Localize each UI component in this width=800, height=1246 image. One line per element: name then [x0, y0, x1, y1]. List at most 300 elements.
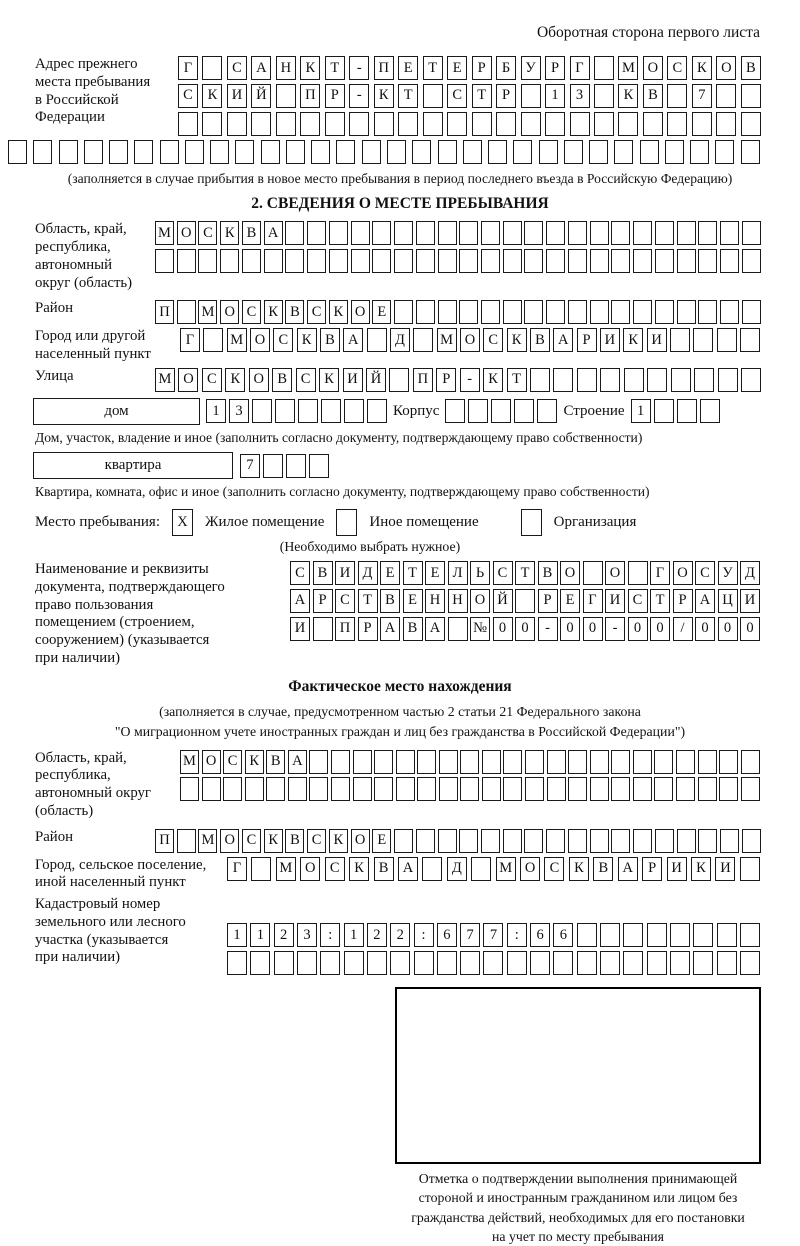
- char-cell[interactable]: [482, 750, 501, 774]
- char-cell[interactable]: М: [155, 221, 174, 245]
- char-cell[interactable]: 0: [583, 617, 603, 641]
- char-cell[interactable]: Н: [448, 589, 468, 613]
- char-cell[interactable]: [611, 829, 630, 853]
- char-cell[interactable]: [394, 829, 413, 853]
- char-cell[interactable]: [481, 221, 500, 245]
- char-cell[interactable]: [611, 750, 630, 774]
- char-cell[interactable]: [274, 951, 294, 975]
- char-cell[interactable]: [692, 112, 712, 136]
- char-cell[interactable]: [514, 399, 534, 423]
- char-cell[interactable]: [387, 140, 406, 164]
- char-cell[interactable]: Р: [642, 857, 662, 881]
- char-cell[interactable]: О: [351, 300, 370, 324]
- char-cell[interactable]: Д: [740, 561, 760, 585]
- char-cell[interactable]: [741, 750, 760, 774]
- char-cell[interactable]: /: [673, 617, 693, 641]
- char-cell[interactable]: О: [520, 857, 540, 881]
- char-cell[interactable]: И: [343, 368, 363, 392]
- char-cell[interactable]: [320, 951, 340, 975]
- char-cell[interactable]: [720, 249, 739, 273]
- char-cell[interactable]: [227, 951, 247, 975]
- char-cell[interactable]: [677, 399, 697, 423]
- char-cell[interactable]: Е: [372, 300, 391, 324]
- char-cell[interactable]: [202, 56, 222, 80]
- char-cell[interactable]: К: [569, 857, 589, 881]
- char-cell[interactable]: [351, 221, 370, 245]
- char-cell[interactable]: [416, 249, 435, 273]
- char-cell[interactable]: 6: [437, 923, 457, 947]
- char-cell[interactable]: [590, 829, 609, 853]
- char-cell[interactable]: В: [272, 368, 292, 392]
- char-cell[interactable]: [719, 777, 738, 801]
- char-cell[interactable]: [570, 112, 590, 136]
- char-cell[interactable]: Т: [403, 561, 423, 585]
- char-cell[interactable]: -: [349, 56, 369, 80]
- char-cell[interactable]: В: [320, 328, 340, 352]
- char-cell[interactable]: [367, 328, 387, 352]
- char-cell[interactable]: К: [329, 300, 348, 324]
- char-cell[interactable]: В: [313, 561, 333, 585]
- char-cell[interactable]: М: [155, 368, 175, 392]
- char-cell[interactable]: И: [227, 84, 247, 108]
- char-cell[interactable]: [590, 249, 609, 273]
- char-cell[interactable]: О: [716, 56, 736, 80]
- char-cell[interactable]: [539, 140, 558, 164]
- char-cell[interactable]: 3: [229, 399, 249, 423]
- char-cell[interactable]: [503, 300, 522, 324]
- char-cell[interactable]: О: [250, 328, 270, 352]
- char-cell[interactable]: И: [667, 857, 687, 881]
- char-cell[interactable]: [647, 951, 667, 975]
- char-cell[interactable]: К: [297, 328, 317, 352]
- char-cell[interactable]: О: [178, 368, 198, 392]
- char-cell[interactable]: С: [544, 857, 564, 881]
- char-cell[interactable]: Р: [496, 84, 516, 108]
- char-cell[interactable]: [513, 140, 532, 164]
- char-cell[interactable]: [590, 300, 609, 324]
- char-cell[interactable]: [251, 112, 271, 136]
- char-cell[interactable]: [741, 777, 760, 801]
- char-cell[interactable]: [677, 829, 696, 853]
- char-cell[interactable]: [438, 249, 457, 273]
- char-cell[interactable]: [623, 951, 643, 975]
- char-cell[interactable]: [654, 777, 673, 801]
- char-cell[interactable]: О: [177, 221, 196, 245]
- char-cell[interactable]: Е: [447, 56, 467, 80]
- char-cell[interactable]: [537, 399, 557, 423]
- char-cell[interactable]: [398, 112, 418, 136]
- char-cell[interactable]: [210, 140, 229, 164]
- char-cell[interactable]: [600, 951, 620, 975]
- char-cell[interactable]: [590, 750, 609, 774]
- char-cell[interactable]: С: [493, 561, 513, 585]
- char-cell[interactable]: [698, 777, 717, 801]
- char-cell[interactable]: [740, 923, 760, 947]
- char-cell[interactable]: Б: [496, 56, 516, 80]
- char-cell[interactable]: К: [623, 328, 643, 352]
- char-cell[interactable]: [185, 140, 204, 164]
- char-cell[interactable]: [568, 221, 587, 245]
- char-cell[interactable]: К: [349, 857, 369, 881]
- char-cell[interactable]: [720, 300, 739, 324]
- char-cell[interactable]: Й: [366, 368, 386, 392]
- char-cell[interactable]: [741, 368, 761, 392]
- char-cell[interactable]: [611, 249, 630, 273]
- char-cell[interactable]: Е: [560, 589, 580, 613]
- char-cell[interactable]: С: [695, 561, 715, 585]
- char-cell[interactable]: [285, 249, 304, 273]
- char-cell[interactable]: [633, 750, 652, 774]
- char-cell[interactable]: [568, 829, 587, 853]
- char-cell[interactable]: [741, 84, 761, 108]
- char-cell[interactable]: А: [264, 221, 283, 245]
- char-cell[interactable]: [655, 249, 674, 273]
- char-cell[interactable]: [546, 300, 565, 324]
- char-cell[interactable]: В: [242, 221, 261, 245]
- char-cell[interactable]: [313, 617, 333, 641]
- char-cell[interactable]: О: [300, 857, 320, 881]
- char-cell[interactable]: М: [198, 300, 217, 324]
- char-cell[interactable]: [698, 300, 717, 324]
- char-cell[interactable]: Д: [447, 857, 467, 881]
- char-cell[interactable]: [155, 249, 174, 273]
- char-cell[interactable]: [459, 300, 478, 324]
- char-cell[interactable]: [553, 951, 573, 975]
- char-cell[interactable]: С: [178, 84, 198, 108]
- char-cell[interactable]: [545, 112, 565, 136]
- char-cell[interactable]: И: [715, 857, 735, 881]
- char-cell[interactable]: [742, 300, 761, 324]
- char-cell[interactable]: [177, 249, 196, 273]
- char-cell[interactable]: [482, 777, 501, 801]
- char-cell[interactable]: [577, 368, 597, 392]
- char-cell[interactable]: Р: [538, 589, 558, 613]
- char-cell[interactable]: Д: [390, 328, 410, 352]
- char-cell[interactable]: 7: [692, 84, 712, 108]
- char-cell[interactable]: А: [251, 56, 271, 80]
- char-cell[interactable]: Р: [358, 617, 378, 641]
- char-cell[interactable]: [438, 300, 457, 324]
- char-cell[interactable]: [740, 857, 760, 881]
- char-cell[interactable]: [261, 140, 280, 164]
- char-cell[interactable]: [553, 368, 573, 392]
- char-cell[interactable]: [742, 249, 761, 273]
- char-cell[interactable]: О: [351, 829, 370, 853]
- char-cell[interactable]: А: [425, 617, 445, 641]
- char-cell[interactable]: Н: [425, 589, 445, 613]
- char-cell[interactable]: [491, 399, 511, 423]
- char-cell[interactable]: Л: [448, 561, 468, 585]
- char-cell[interactable]: [331, 777, 350, 801]
- char-cell[interactable]: [667, 112, 687, 136]
- char-cell[interactable]: О: [249, 368, 269, 392]
- char-cell[interactable]: [717, 328, 737, 352]
- char-cell[interactable]: 7: [240, 454, 260, 478]
- char-cell[interactable]: О: [605, 561, 625, 585]
- char-cell[interactable]: В: [643, 84, 663, 108]
- char-cell[interactable]: Т: [423, 56, 443, 80]
- char-cell[interactable]: -: [460, 368, 480, 392]
- char-cell[interactable]: [288, 777, 307, 801]
- char-cell[interactable]: 0: [515, 617, 535, 641]
- char-cell[interactable]: П: [374, 56, 394, 80]
- char-cell[interactable]: К: [618, 84, 638, 108]
- char-cell[interactable]: [742, 221, 761, 245]
- char-cell[interactable]: [716, 84, 736, 108]
- char-cell[interactable]: 1: [227, 923, 247, 947]
- char-cell[interactable]: [468, 399, 488, 423]
- char-cell[interactable]: Й: [251, 84, 271, 108]
- char-cell[interactable]: М: [496, 857, 516, 881]
- char-cell[interactable]: [439, 750, 458, 774]
- char-cell[interactable]: П: [413, 368, 433, 392]
- char-cell[interactable]: С: [307, 829, 326, 853]
- char-cell[interactable]: [459, 221, 478, 245]
- char-cell[interactable]: [372, 221, 391, 245]
- char-cell[interactable]: С: [290, 561, 310, 585]
- char-cell[interactable]: Г: [227, 857, 247, 881]
- char-cell[interactable]: [677, 300, 696, 324]
- char-cell[interactable]: П: [155, 300, 174, 324]
- char-cell[interactable]: [242, 249, 261, 273]
- char-cell[interactable]: С: [242, 829, 261, 853]
- char-cell[interactable]: [577, 951, 597, 975]
- char-cell[interactable]: [521, 84, 541, 108]
- char-cell[interactable]: [447, 112, 467, 136]
- char-cell[interactable]: [394, 249, 413, 273]
- char-cell[interactable]: М: [437, 328, 457, 352]
- char-cell[interactable]: [623, 923, 643, 947]
- char-cell[interactable]: 0: [493, 617, 513, 641]
- char-cell[interactable]: [422, 857, 442, 881]
- char-cell[interactable]: [298, 399, 318, 423]
- char-cell[interactable]: [718, 368, 738, 392]
- char-cell[interactable]: [720, 221, 739, 245]
- char-cell[interactable]: В: [741, 56, 761, 80]
- char-cell[interactable]: [670, 328, 690, 352]
- char-cell[interactable]: Т: [358, 589, 378, 613]
- char-cell[interactable]: С: [335, 589, 355, 613]
- char-cell[interactable]: Г: [650, 561, 670, 585]
- char-cell[interactable]: [416, 300, 435, 324]
- char-cell[interactable]: [568, 750, 587, 774]
- char-cell[interactable]: [329, 249, 348, 273]
- char-cell[interactable]: [698, 221, 717, 245]
- char-cell[interactable]: [331, 750, 350, 774]
- char-cell[interactable]: -: [605, 617, 625, 641]
- char-cell[interactable]: [309, 454, 329, 478]
- char-cell[interactable]: [416, 829, 435, 853]
- char-cell[interactable]: Т: [515, 561, 535, 585]
- char-cell[interactable]: [286, 140, 305, 164]
- char-cell[interactable]: Г: [180, 328, 200, 352]
- char-cell[interactable]: [396, 750, 415, 774]
- char-cell[interactable]: [741, 112, 761, 136]
- char-cell[interactable]: [396, 777, 415, 801]
- char-cell[interactable]: [742, 829, 761, 853]
- char-cell[interactable]: [503, 829, 522, 853]
- char-cell[interactable]: [594, 56, 614, 80]
- char-cell[interactable]: [362, 140, 381, 164]
- char-cell[interactable]: [716, 112, 736, 136]
- char-cell[interactable]: [628, 561, 648, 585]
- char-cell[interactable]: И: [605, 589, 625, 613]
- char-cell[interactable]: О: [220, 829, 239, 853]
- char-cell[interactable]: [670, 951, 690, 975]
- char-cell[interactable]: 7: [483, 923, 503, 947]
- char-cell[interactable]: О: [220, 300, 239, 324]
- char-cell[interactable]: [624, 368, 644, 392]
- char-cell[interactable]: [202, 112, 222, 136]
- char-cell[interactable]: Т: [398, 84, 418, 108]
- char-cell[interactable]: [611, 221, 630, 245]
- char-cell[interactable]: [488, 140, 507, 164]
- char-cell[interactable]: [177, 829, 196, 853]
- char-cell[interactable]: [614, 140, 633, 164]
- char-cell[interactable]: [448, 617, 468, 641]
- char-cell[interactable]: [546, 829, 565, 853]
- char-cell[interactable]: [160, 140, 179, 164]
- char-cell[interactable]: [676, 777, 695, 801]
- char-cell[interactable]: [344, 399, 364, 423]
- char-cell[interactable]: [700, 399, 720, 423]
- char-cell[interactable]: С: [223, 750, 242, 774]
- char-cell[interactable]: [437, 951, 457, 975]
- char-cell[interactable]: [633, 221, 652, 245]
- char-cell[interactable]: [445, 399, 465, 423]
- char-cell[interactable]: [389, 368, 409, 392]
- char-cell[interactable]: Й: [493, 589, 513, 613]
- char-cell[interactable]: [654, 399, 674, 423]
- char-cell[interactable]: А: [398, 857, 418, 881]
- char-cell[interactable]: [720, 829, 739, 853]
- char-cell[interactable]: Д: [358, 561, 378, 585]
- char-cell[interactable]: :: [507, 923, 527, 947]
- char-cell[interactable]: Е: [372, 829, 391, 853]
- char-cell[interactable]: К: [202, 84, 222, 108]
- char-cell[interactable]: М: [227, 328, 247, 352]
- char-cell[interactable]: [266, 777, 285, 801]
- char-cell[interactable]: Т: [472, 84, 492, 108]
- char-cell[interactable]: [353, 750, 372, 774]
- char-cell[interactable]: 2: [367, 923, 387, 947]
- char-cell[interactable]: В: [266, 750, 285, 774]
- char-cell[interactable]: 0: [695, 617, 715, 641]
- char-cell[interactable]: [655, 300, 674, 324]
- char-cell[interactable]: [84, 140, 103, 164]
- char-cell[interactable]: [568, 249, 587, 273]
- char-cell[interactable]: 1: [631, 399, 651, 423]
- char-cell[interactable]: В: [374, 857, 394, 881]
- char-cell[interactable]: [618, 112, 638, 136]
- char-cell[interactable]: С: [325, 857, 345, 881]
- char-cell[interactable]: [180, 777, 199, 801]
- char-cell[interactable]: [417, 750, 436, 774]
- char-cell[interactable]: Ц: [718, 589, 738, 613]
- char-cell[interactable]: [647, 368, 667, 392]
- char-cell[interactable]: И: [600, 328, 620, 352]
- char-cell[interactable]: М: [198, 829, 217, 853]
- char-cell[interactable]: [564, 140, 583, 164]
- char-cell[interactable]: С: [307, 300, 326, 324]
- char-cell[interactable]: [590, 777, 609, 801]
- char-cell[interactable]: 2: [390, 923, 410, 947]
- checkbox-inoe[interactable]: [336, 509, 357, 536]
- char-cell[interactable]: [633, 777, 652, 801]
- char-cell[interactable]: М: [180, 750, 199, 774]
- char-cell[interactable]: [694, 368, 714, 392]
- char-cell[interactable]: С: [273, 328, 293, 352]
- char-cell[interactable]: Е: [398, 56, 418, 80]
- char-cell[interactable]: 3: [297, 923, 317, 947]
- char-cell[interactable]: [460, 750, 479, 774]
- char-cell[interactable]: [643, 112, 663, 136]
- char-cell[interactable]: К: [300, 56, 320, 80]
- char-cell[interactable]: 1: [250, 923, 270, 947]
- char-cell[interactable]: [220, 249, 239, 273]
- char-cell[interactable]: [594, 84, 614, 108]
- char-cell[interactable]: [223, 777, 242, 801]
- char-cell[interactable]: К: [691, 857, 711, 881]
- char-cell[interactable]: [329, 221, 348, 245]
- char-cell[interactable]: [394, 221, 413, 245]
- char-cell[interactable]: [677, 221, 696, 245]
- char-cell[interactable]: О: [643, 56, 663, 80]
- char-cell[interactable]: А: [618, 857, 638, 881]
- char-cell[interactable]: [654, 750, 673, 774]
- char-cell[interactable]: [546, 249, 565, 273]
- char-cell[interactable]: [349, 112, 369, 136]
- char-cell[interactable]: К: [264, 829, 283, 853]
- char-cell[interactable]: [309, 750, 328, 774]
- char-cell[interactable]: [307, 221, 326, 245]
- char-cell[interactable]: [521, 112, 541, 136]
- char-cell[interactable]: [264, 249, 283, 273]
- char-cell[interactable]: Е: [380, 561, 400, 585]
- char-cell[interactable]: [524, 221, 543, 245]
- char-cell[interactable]: [177, 300, 196, 324]
- char-cell[interactable]: [524, 249, 543, 273]
- char-cell[interactable]: [577, 923, 597, 947]
- char-cell[interactable]: Т: [507, 368, 527, 392]
- char-cell[interactable]: [325, 112, 345, 136]
- char-cell[interactable]: [693, 923, 713, 947]
- char-cell[interactable]: [670, 923, 690, 947]
- char-cell[interactable]: [59, 140, 78, 164]
- char-cell[interactable]: В: [380, 589, 400, 613]
- char-cell[interactable]: С: [202, 368, 222, 392]
- char-cell[interactable]: О: [560, 561, 580, 585]
- char-cell[interactable]: В: [285, 829, 304, 853]
- char-cell[interactable]: [568, 300, 587, 324]
- char-cell[interactable]: [438, 221, 457, 245]
- char-cell[interactable]: С: [198, 221, 217, 245]
- char-cell[interactable]: К: [225, 368, 245, 392]
- char-cell[interactable]: [717, 951, 737, 975]
- char-cell[interactable]: [412, 140, 431, 164]
- char-cell[interactable]: [481, 300, 500, 324]
- char-cell[interactable]: [600, 923, 620, 947]
- char-cell[interactable]: [740, 951, 760, 975]
- checkbox-zhiloe[interactable]: X: [172, 509, 193, 536]
- char-cell[interactable]: Г: [583, 589, 603, 613]
- char-cell[interactable]: К: [692, 56, 712, 80]
- char-cell[interactable]: Г: [570, 56, 590, 80]
- char-cell[interactable]: И: [290, 617, 310, 641]
- char-cell[interactable]: К: [483, 368, 503, 392]
- char-cell[interactable]: [353, 777, 372, 801]
- char-cell[interactable]: [297, 951, 317, 975]
